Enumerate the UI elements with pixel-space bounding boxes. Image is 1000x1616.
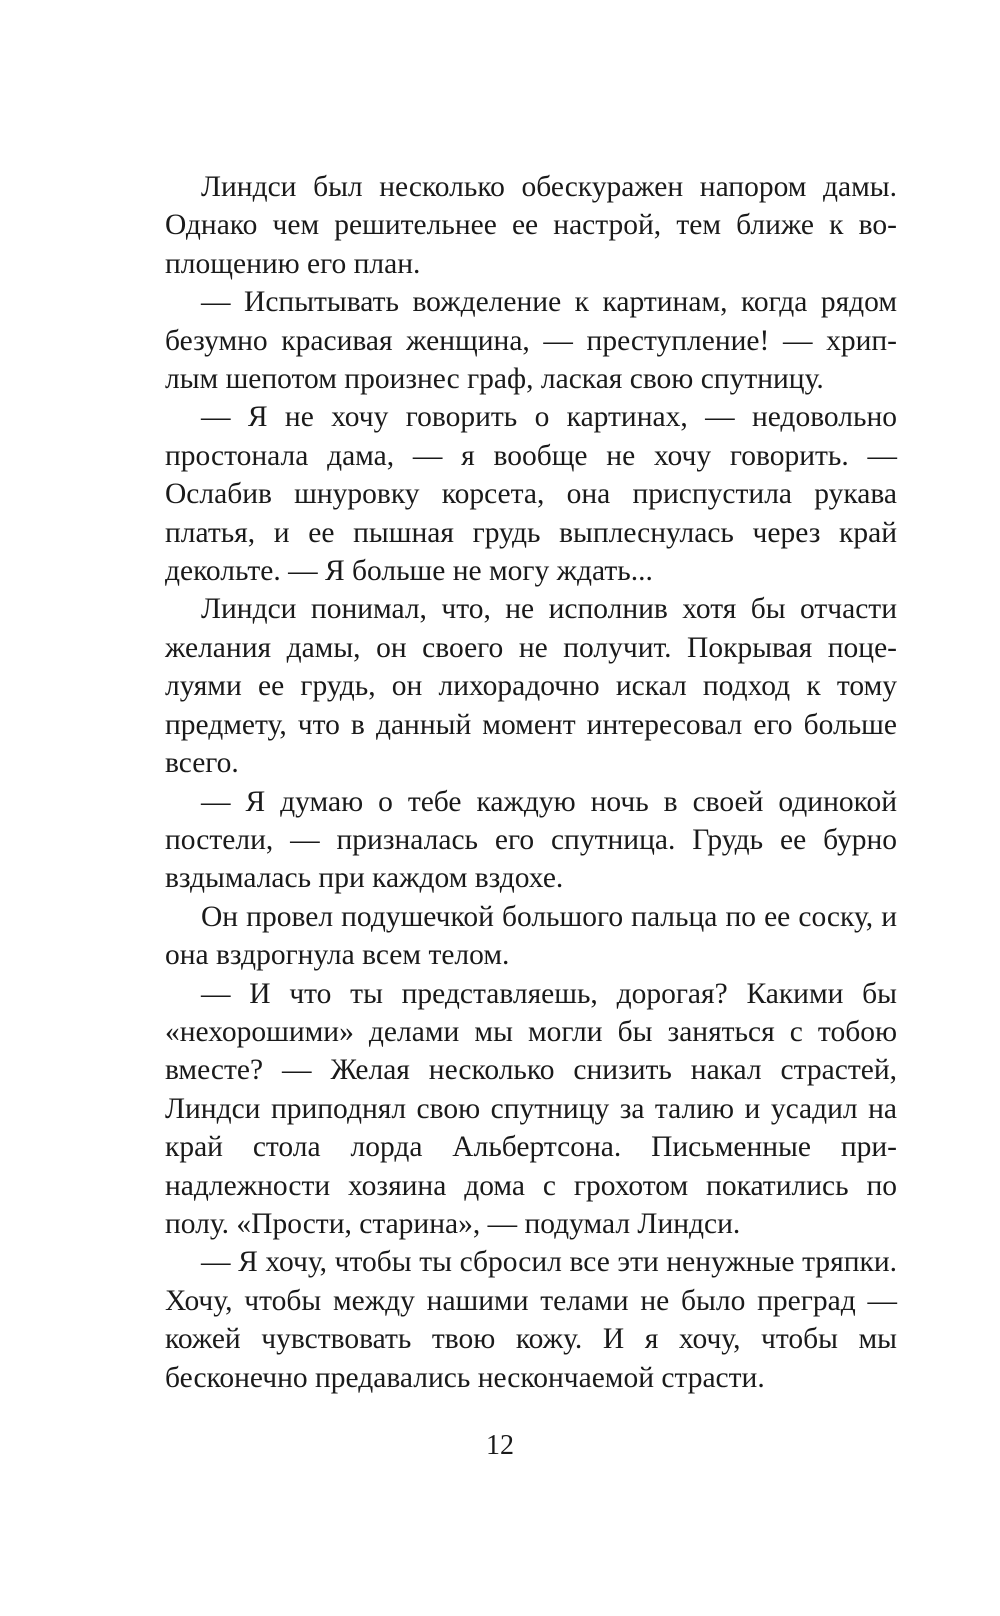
paragraph: — Испытывать вожделение к картинам, когда рядом безумно красивая женщина, — преступление! — хриплым шепотом произнес граф, лаская свою спутницу. <box>165 286 897 396</box>
page-body-text <box>165 168 897 1397</box>
paragraph: — Я не хочу говорить о картинах, — недовольно простонала дама, — я вообще не хочу говорить. — Ослабив шнуровку корсета, она приспустила рукава платья, и ее пышная грудь выплеснулась через край декольте. — Я больше не могу ждать... <box>165 401 897 588</box>
paragraph: — И что ты представляешь, дорогая? Какими бы «нехорошими» делами мы могли бы заняться с тобою вместе? — Желая несколько снизить накал страстей, Линдси приподнял свою спутницу за талию и усадил на край стола лорда Альбертсона. Письменные принадлежности хозяина дома с грохотом покатились по полу. «Прости, старина», — подумал Линдси. <box>165 977 897 1240</box>
paragraph: — Я думаю о тебе каждую ночь в своей одинокой постели, — призналась его спутница. Грудь ее бурно вздымалась при каждом вздохе. <box>165 785 897 895</box>
paragraph: Он провел подушечкой большого пальца по ее соску, и она вздрогнула всем телом. <box>165 900 897 972</box>
paragraph: Линдси был несколько обескуражен напором дамы. Однако чем решительнее ее настрой, тем ближе к воплощению его план. <box>165 171 897 280</box>
paragraph: — Я хочу, чтобы ты сбросил все эти ненужные тряпки. Хочу, чтобы между нашими телами не было преград — кожей чувствовать твою кожу. И я хочу, чтобы мы бесконечно предавались нескончаемой страсти. <box>165 1246 897 1394</box>
page-number: 12 <box>486 1430 514 1461</box>
paragraph: Линдси понимал, что, не исполнив хотя бы отчасти желания дамы, он своего не получит. Покрывая поцелуями ее грудь, он лихорадочно искал подход к тому предмету, что в данный момент интересовал его больше всего. <box>165 593 897 780</box>
